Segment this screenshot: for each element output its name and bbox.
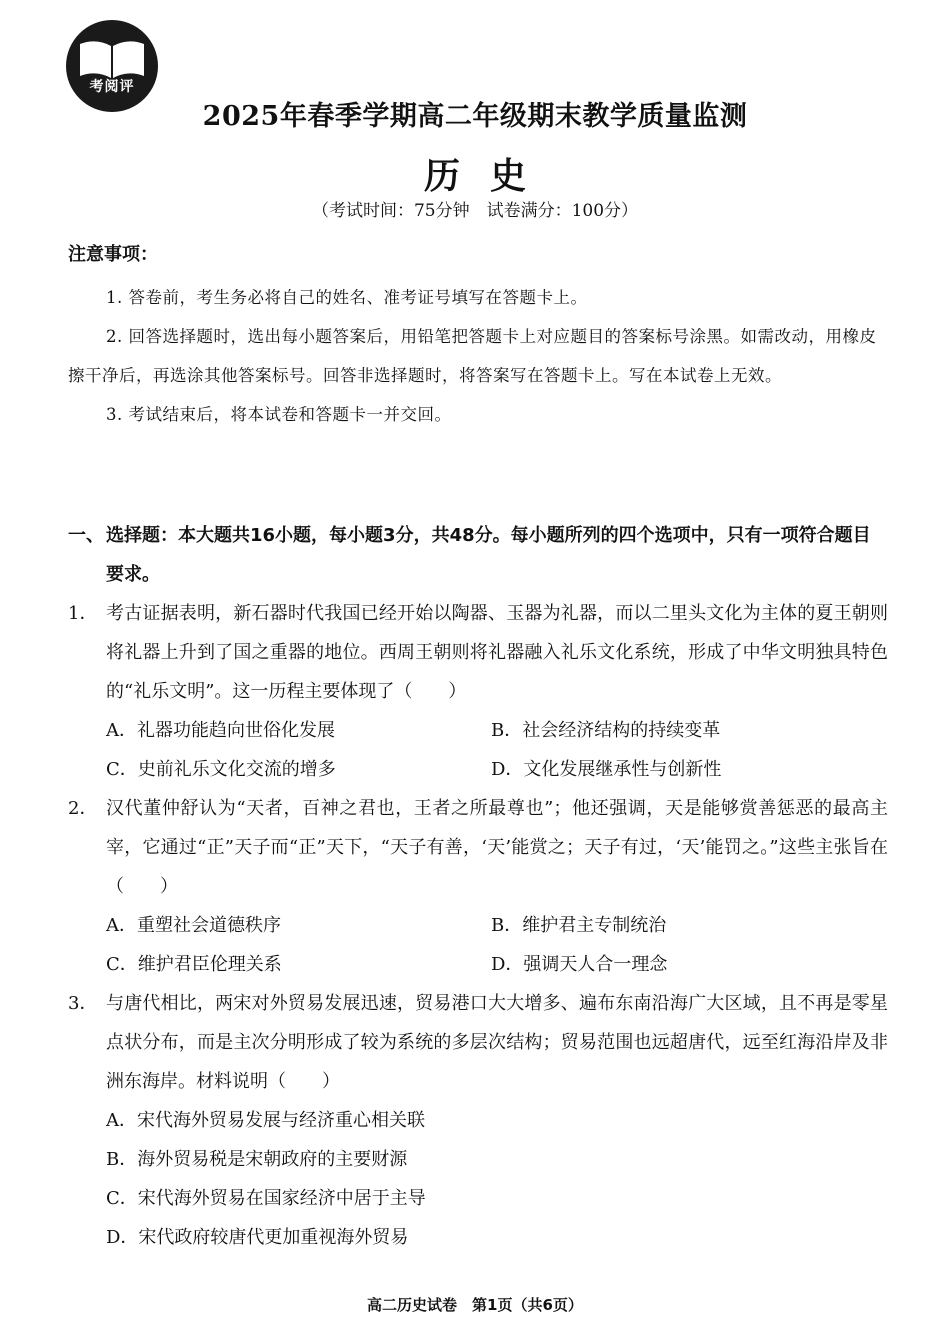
option-a: A．礼器功能趋向世俗化发展	[106, 720, 335, 741]
notes-title: 注意事项：	[68, 244, 158, 265]
question-text: 与唐代相比，两宋对外贸易发展迅速，贸易港口大大增多、遍布东南沿海广大区域，且不再是零星点状分布，而是主次分明形成了较为系统的多层次结构；贸易范围也远超唐代，远至红海沿岸及非洲东海岸。材料说明（ ）	[106, 993, 888, 1092]
option-b: B．维护君主专制统治	[491, 915, 667, 936]
notes-list	[68, 278, 888, 434]
option-c: C．维护君臣伦理关系	[106, 954, 282, 975]
section-text: 选择题：本大题共16小题，每小题3分，共48分。每小题所列的四个选项中，只有一项符合题目要求。	[106, 525, 871, 585]
question-options	[106, 906, 888, 984]
option-b: B．海外贸易税是宋朝政府的主要财源	[106, 1149, 408, 1170]
option-d: D．强调天人合一理念	[491, 954, 668, 975]
question	[68, 984, 888, 1257]
exam-title: 2025年春季学期高二年级期末教学质量监测	[202, 101, 748, 132]
question-options	[106, 1101, 888, 1257]
question-number: 1．	[68, 603, 98, 624]
question	[68, 789, 888, 984]
exam-info: （考试时间：75分钟 试卷满分：100分）	[311, 201, 639, 221]
note-item: 2. 回答选择题时，选出每小题答案后，用铅笔把答题卡上对应题目的答案标号涂黑。如需改动，用橡皮擦干净后，再选涂其他答案标号。回答非选择题时，将答案写在答题卡上。写在本试卷上无效。	[68, 327, 877, 385]
option-c: C．史前礼乐文化交流的增多	[106, 759, 336, 780]
option-b: B．社会经济结构的持续变革	[491, 720, 721, 741]
section-heading	[68, 516, 888, 594]
question-number: 2．	[68, 798, 98, 819]
option-a: A．宋代海外贸易发展与经济重心相关联	[106, 1110, 425, 1131]
question-text: 考古证据表明，新石器时代我国已经开始以陶器、玉器为礼器，而以二里头文化为主体的夏王朝则将礼器上升到了国之重器的地位。西周王朝则将礼器融入礼乐文化系统，形成了中华文明独具特色的“礼乐文明”。这一历程主要体现了（ ）	[106, 603, 888, 702]
option-c: C．宋代海外贸易在国家经济中居于主导	[106, 1188, 426, 1209]
question-number: 3．	[68, 993, 98, 1014]
note-item: 1. 答卷前，考生务必将自己的姓名、准考证号填写在答题卡上。	[106, 288, 588, 307]
subject-title: 历史	[423, 155, 556, 197]
question-text: 汉代董仲舒认为“天者，百神之君也，王者之所最尊也”；他还强调，天是能够赏善惩恶的最高主宰，它通过“正”天子而“正”天下，“天子有善，‘天’能赏之；天子有过，‘天’能罚之。”这些主张旨在（ ）	[106, 798, 888, 897]
questions-list	[68, 594, 888, 1257]
question	[68, 594, 888, 789]
logo-text: 考阅评	[89, 79, 135, 95]
question-options	[106, 711, 888, 789]
option-a: A．重塑社会道德秩序	[106, 915, 281, 936]
page-footer: 高二历史试卷 第1页（共6页）	[367, 1296, 583, 1314]
section-number: 一、	[68, 525, 104, 546]
note-item: 3. 考试结束后，将本试卷和答题卡一并交回。	[106, 405, 452, 424]
option-d: D．宋代政府较唐代更加重视海外贸易	[106, 1227, 409, 1248]
option-d: D．文化发展继承性与创新性	[491, 759, 722, 780]
